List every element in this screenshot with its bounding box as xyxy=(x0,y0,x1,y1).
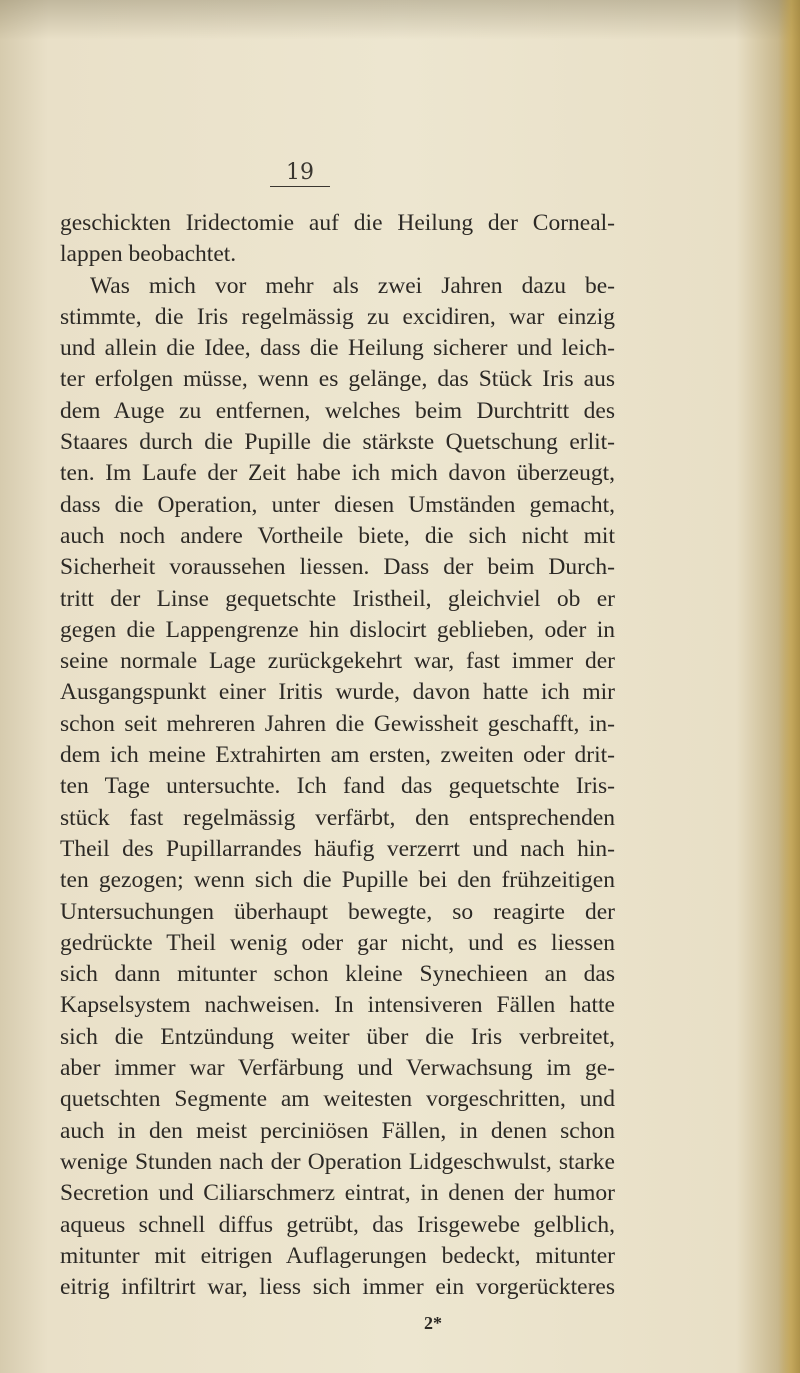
text-line: mitunter mit eitrigen Auflagerungen bedeckt, mitunter xyxy=(60,1242,615,1269)
text-line: dem Auge zu entfernen, welches beim Durchtritt des xyxy=(60,397,615,424)
text-line: stück fast regelmässig verfärbt, den entsprechenden xyxy=(60,804,615,831)
text-line: Was mich vor mehr als zwei Jahren dazu be- xyxy=(90,272,615,299)
text-line: aber immer war Verfärbung und Verwachsung im ge- xyxy=(60,1055,615,1082)
text-line: Untersuchungen überhaupt bewegte, so reagirte der xyxy=(60,898,615,925)
text-line: gegen die Lappengrenze hin dislocirt geblieben, oder in xyxy=(60,616,615,643)
text-line: dass die Operation, unter diesen Umständen gemacht, xyxy=(60,491,615,518)
text-line: auch in den meist perciniösen Fällen, in denen schon xyxy=(60,1117,615,1144)
text-line: geschickten Iridectomie auf die Heilung der Corneal- xyxy=(60,210,615,236)
text-line: stimmte, die Iris regelmässig zu excidiren, war einzig xyxy=(60,303,615,330)
text-line: Kapselsystem nachweisen. In intensiveren Fällen hatte xyxy=(60,992,615,1019)
text-line: sich die Entzündung weiter über die Iris verbreitet, xyxy=(60,1023,615,1050)
body-text xyxy=(60,208,615,1303)
text-line: seine normale Lage zurückgekehrt war, fast immer der xyxy=(60,648,615,675)
text-line: wenige Stunden nach der Operation Lidgeschwulst, starke xyxy=(60,1148,615,1175)
text-line: lappen beobachtet. xyxy=(60,241,237,268)
text-line: ten. Im Laufe der Zeit habe ich mich davon überzeugt, xyxy=(60,460,615,487)
top-edge-shadow xyxy=(0,0,800,40)
printer-signature-mark: 2* xyxy=(424,1313,442,1333)
text-line: schon seit mehreren Jahren die Gewissheit geschafft, in- xyxy=(60,710,615,737)
text-line: tritt der Linse gequetschte Iristheil, gleichviel ob er xyxy=(60,585,615,612)
text-line: ter erfolgen müsse, wenn es gelänge, das Stück Iris aus xyxy=(60,366,615,393)
text-line: ten gezogen; wenn sich die Pupille bei den frühzeitigen xyxy=(60,867,615,894)
text-line: Theil des Pupillarrandes häufig verzerrt und nach hin- xyxy=(60,835,615,862)
text-line: ten Tage untersuchte. Ich fand das gequetschte Iris- xyxy=(60,773,615,800)
text-line: gedrückte Theil wenig oder gar nicht, und es liessen xyxy=(60,929,615,956)
text-line: Ausgangspunkt einer Iritis wurde, davon hatte ich mir xyxy=(60,679,615,706)
text-line: Secretion und Ciliarschmerz eintrat, in denen der humor xyxy=(60,1180,615,1207)
text-line: aqueus schnell diffus getrübt, das Irisgewebe gelblich, xyxy=(60,1211,615,1238)
text-line: Sicherheit voraussehen liessen. Dass der beim Durch- xyxy=(60,554,615,581)
text-line: sich dann mitunter schon kleine Synechieen an das xyxy=(60,961,615,988)
text-line: quetschten Segmente am weitesten vorgeschritten, und xyxy=(60,1086,615,1113)
text-line: dem ich meine Extrahirten am ersten, zweiten oder drit- xyxy=(60,742,615,769)
page-edge-binding xyxy=(778,0,800,1373)
text-line: Staares durch die Pupille die stärkste Quetschung erlit- xyxy=(60,429,615,456)
text-line: eitrig infiltrirt war, liess sich immer ein vorgerückteres xyxy=(60,1274,615,1301)
text-line: auch noch andere Vortheile biete, die sich nicht mit xyxy=(60,522,615,549)
page-number: 19 xyxy=(270,160,330,187)
text-line: und allein die Idee, dass die Heilung sicherer und leich- xyxy=(60,335,615,362)
